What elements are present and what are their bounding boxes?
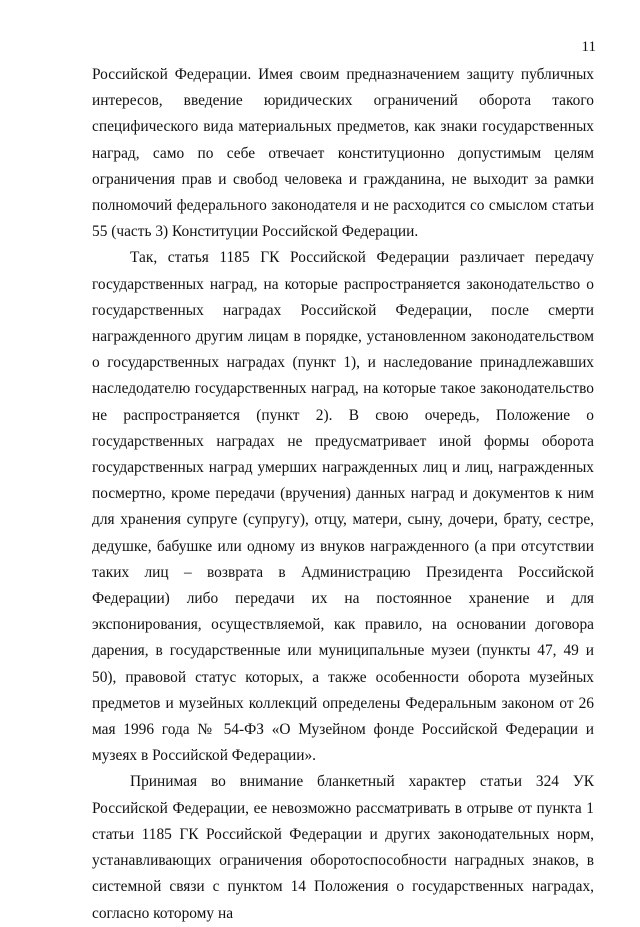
paragraph-article-1185: Так, статья 1185 ГК Российской Федерации различает передачу государственных наград, на которые распространяется законодательство о государственных наградах Российской Федерации, после смерти награжденного другим лицам в порядке, установленном законодательством о государственных наградах (пункт 1), и наследование принадлежавших наследодателю государственных наград, на которые такое законодательство не распространяется (пункт 2). В свою очередь, Положение о государственных наградах не предусматривает иной формы оборота государственных наград умерших награжденных лиц и лиц, награжденных посмертно, кроме передачи (вручения) данных наград и документов к ним для хранения супруге (супругу), отцу, матери, сыну, дочери, брату, сестре, дедушке, бабушке или одному из внуков награжденного (а при отсутствии таких лиц – возврата в Администрацию Президента Российской Федерации) либо передачи их на постоянное хранение и для экспонирования, осуществляемой, как правило, на основании договора дарения, в государственные или муниципальные музеи (пункты 47, 49 и 50), правовой статус которых, а также особенности оборота музейных предметов и музейных коллекций определены Федеральным законом от 26 мая 1996 года № 54-ФЗ «О Музейном фонде Российской Федерации и музеях в Российской Федерации». [92, 249, 594, 765]
paragraph-article-324: Принимая во внимание бланкетный характер статьи 324 УК Российской Федерации, ее невозможно рассматривать в отрыве от пункта 1 статьи 1185 ГК Российской Федерации и других законодательных норм, устанавливающих ограничения оборотоспособности наградных знаков, в системной связи с пунктом 14 Положения о государственных наградах, согласно которому на [92, 773, 594, 922]
page-number: 11 [581, 39, 596, 55]
paragraph-continuation: Российской Федерации. Имея своим предназначением защиту публичных интересов, введение юридических ограничений оборота такого специфического вида материальных предметов, как знаки государственных наград, само по себе отвечает конституционно допустимым целям ограничения прав и свобод человека и гражданина, не выходит за рамки полномочий федерального законодателя и не расходится со смыслом статьи 55 (часть 3) Конституции Российской Федерации. [92, 66, 594, 241]
document-body [92, 62, 594, 927]
